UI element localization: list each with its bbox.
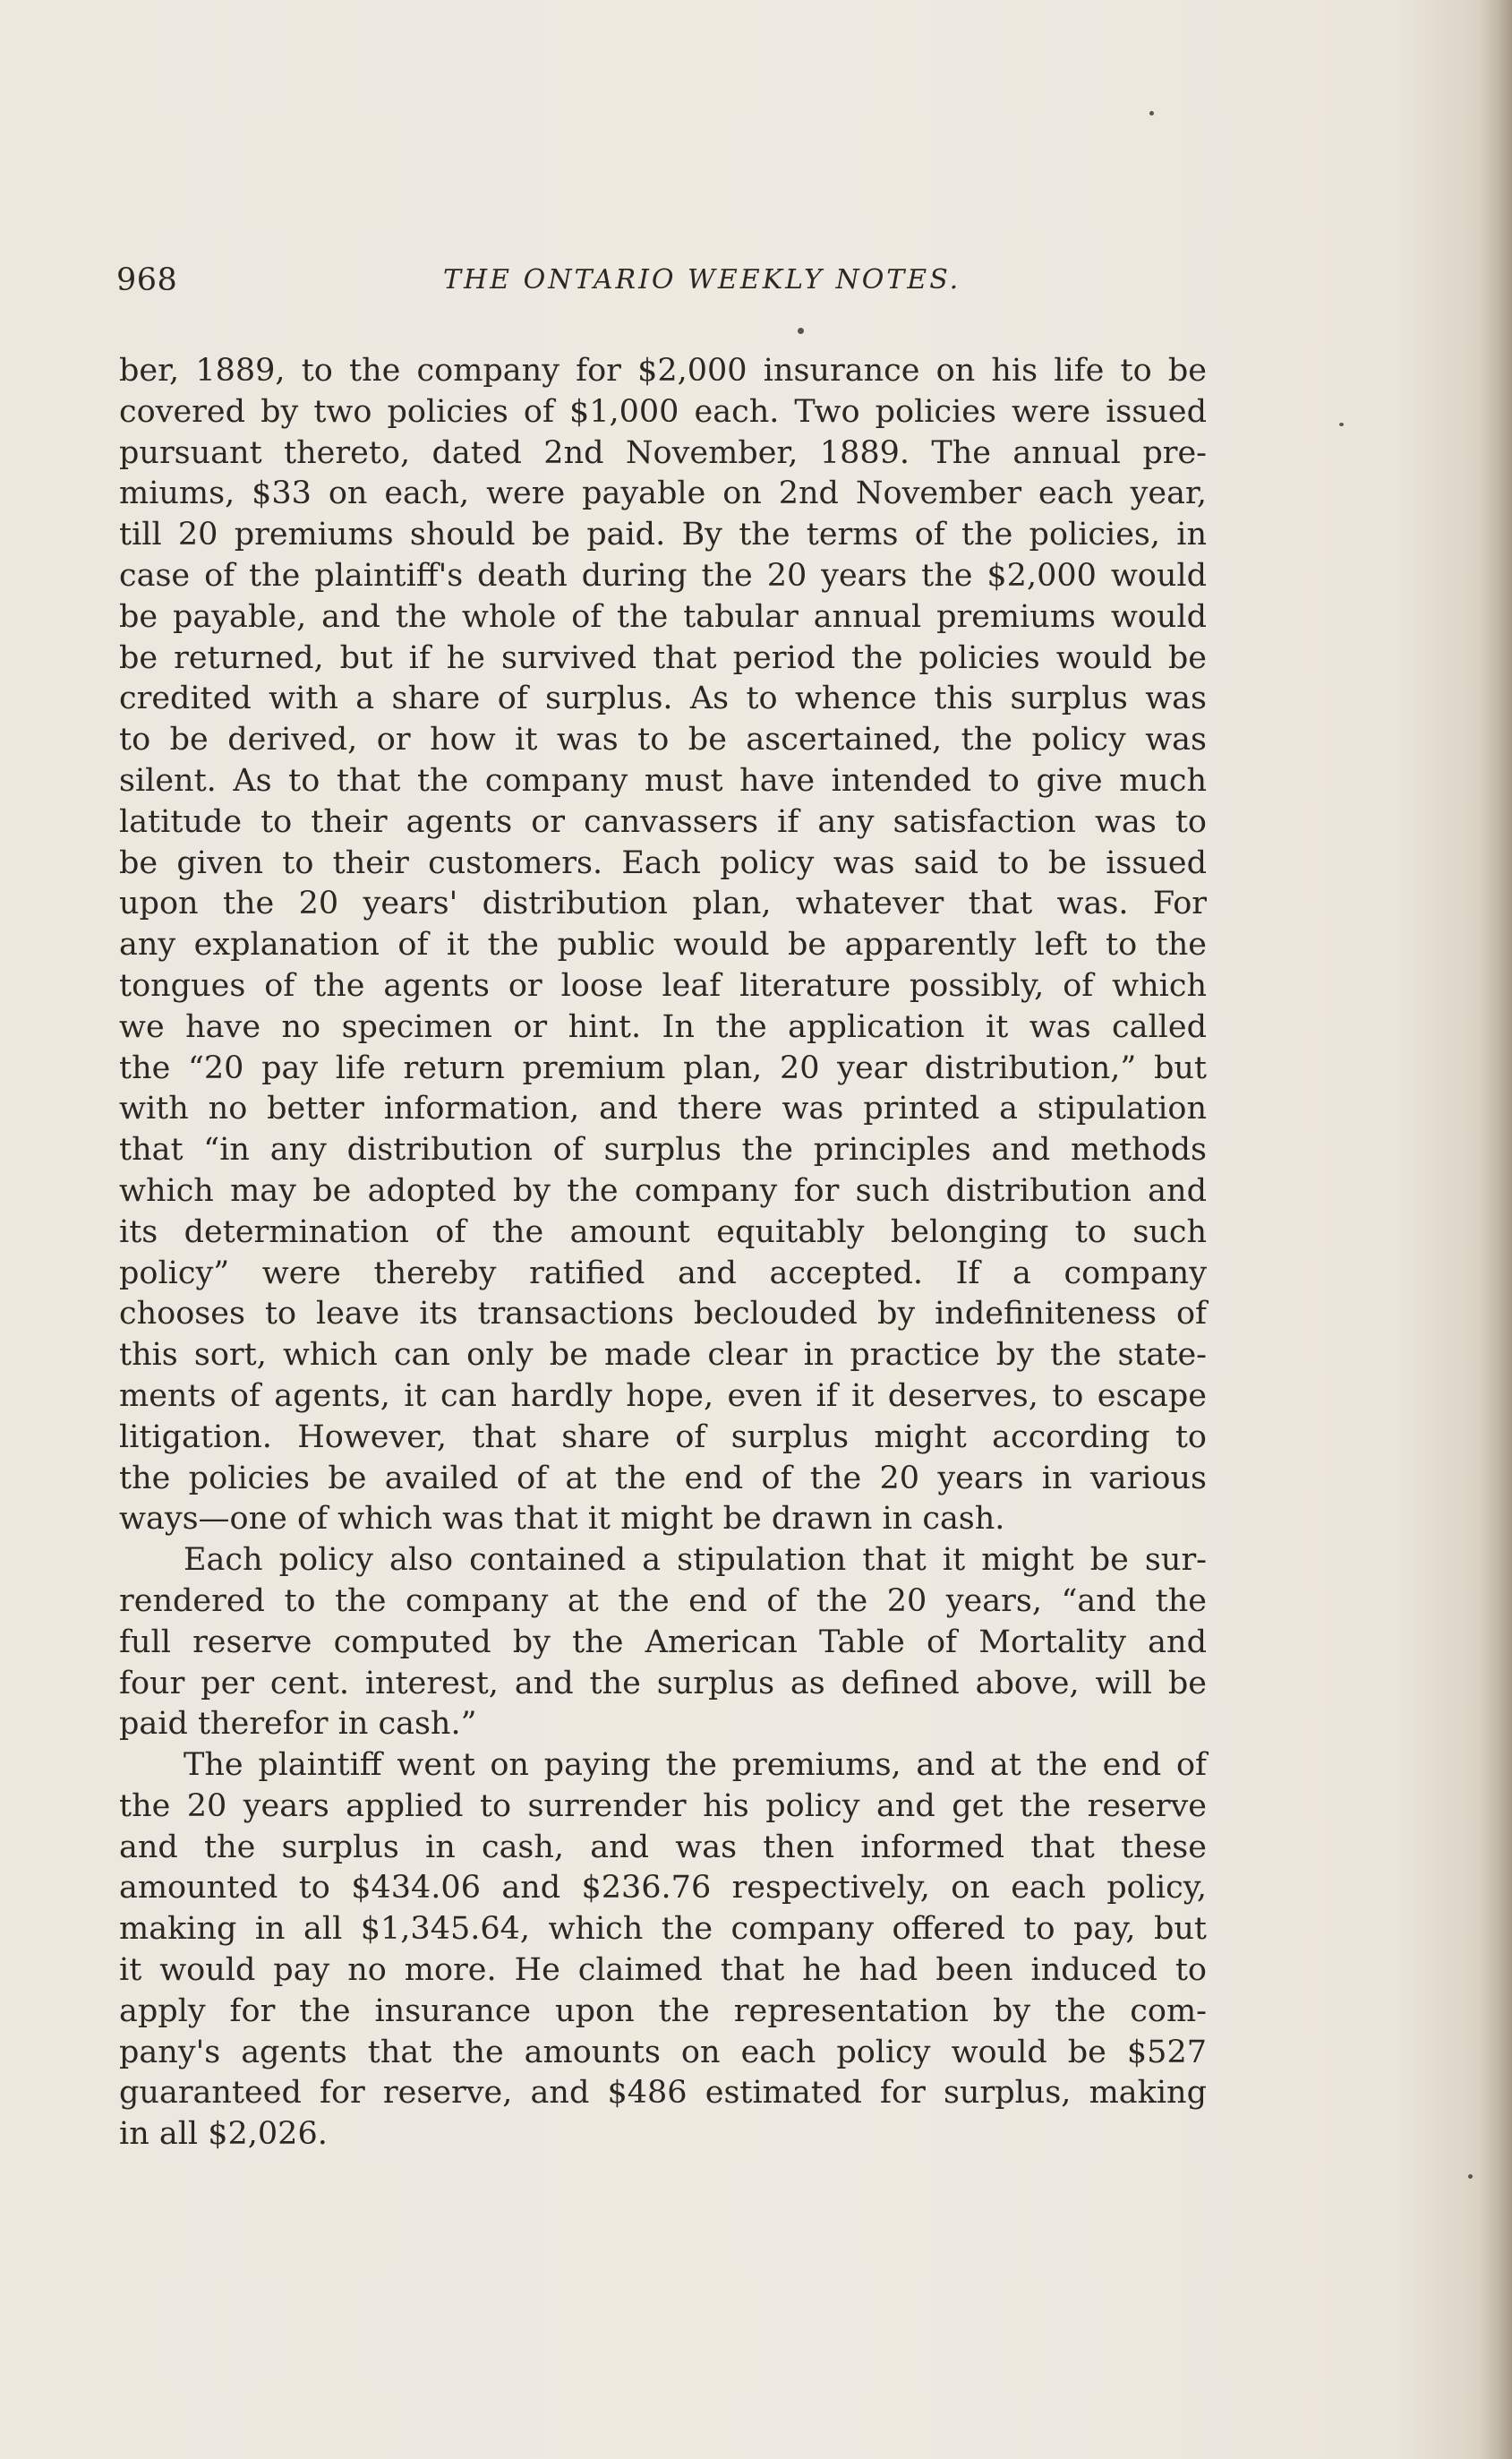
text-line: ber, 1889, to the company for $2,000 insurance on his life to be <box>119 353 1207 389</box>
text-line: the 20 years applied to surrender his policy and get the reserve <box>119 1787 1207 1824</box>
text-line: this sort, which can only be made clear in practice by the state- <box>119 1337 1207 1374</box>
text-line: and the surplus in cash, and was then informed that these <box>119 1829 1207 1865</box>
text-line: that “in any distribution of surplus the principles and methods <box>119 1132 1207 1169</box>
ink-speck <box>1149 111 1154 116</box>
ink-speck <box>1339 423 1344 426</box>
body-text <box>119 351 1207 2155</box>
text-line: in all $2,026. <box>119 2116 328 2153</box>
text-line: latitude to their agents or canvassers if any satisfaction was to <box>119 803 1207 840</box>
text-line: full reserve computed by the American Table of Mortality and <box>119 1624 1207 1660</box>
text-line: silent. As to that the company must have intended to give much <box>119 762 1207 799</box>
text-line: case of the plaintiff's death during the 20 years the $2,000 would <box>119 557 1207 594</box>
text-line: ments of agents, it can hardly hope, even if it deserves, to escape <box>119 1377 1207 1414</box>
text-line: the “20 pay life return premium plan, 20 year distribution,” but <box>119 1050 1207 1086</box>
text-line: upon the 20 years' distribution plan, whatever that was. For <box>119 886 1207 922</box>
text-line: apply for the insurance upon the representation by the com- <box>119 1992 1207 2029</box>
text-line: amounted to $434.06 and $236.76 respectively, on each policy, <box>119 1870 1207 1906</box>
ink-speck <box>1468 2174 1473 2179</box>
text-line: chooses to leave its transactions beclouded by indefiniteness of <box>119 1296 1207 1332</box>
text-line: the policies be availed of at the end of the 20 years in various <box>119 1460 1207 1496</box>
text-line: be payable, and the whole of the tabular annual premiums would <box>119 598 1207 635</box>
text-line: rendered to the company at the end of the 20 years, “and the <box>119 1582 1207 1619</box>
text-line: The plaintiff went on paying the premiums, and at the end of <box>184 1747 1207 1784</box>
text-line: policy” were thereby ratified and accepted. If a company <box>119 1255 1207 1291</box>
text-line: till 20 premiums should be paid. By the terms of the policies, in <box>119 517 1207 553</box>
text-line: it would pay no more. He claimed that he had been induced to <box>119 1952 1207 1989</box>
text-line: be given to their customers. Each policy was said to be issued <box>119 844 1207 881</box>
running-head: THE ONTARIO WEEKLY NOTES. <box>443 264 961 296</box>
page-header <box>116 262 1209 307</box>
text-line: its determination of the amount equitably belonging to such <box>119 1213 1207 1250</box>
text-line: guaranteed for reserve, and $486 estimated for surplus, making <box>119 2075 1207 2112</box>
text-line: Each policy also contained a stipulation that it might be sur- <box>184 1542 1207 1579</box>
text-line: pany's agents that the amounts on each policy would be $527 <box>119 2034 1207 2070</box>
ink-speck <box>798 328 804 334</box>
text-line: paid therefor in cash.” <box>119 1706 477 1743</box>
text-line: be returned, but if he survived that period the policies would be <box>119 639 1207 676</box>
text-line: tongues of the agents or loose leaf literature possibly, of which <box>119 967 1207 1004</box>
text-line: covered by two policies of $1,000 each. Two policies were issued <box>119 393 1207 430</box>
page-number: 968 <box>116 262 178 298</box>
text-line: any explanation of it the public would be apparently left to the <box>119 927 1207 964</box>
text-line: making in all $1,345.64, which the company offered to pay, but <box>119 1911 1207 1948</box>
text-line: credited with a share of surplus. As to whence this surplus was <box>119 681 1207 717</box>
text-line: which may be adopted by the company for such distribution and <box>119 1172 1207 1209</box>
text-line: four per cent. interest, and the surplus as defined above, will be <box>119 1665 1207 1701</box>
text-line: litigation. However, that share of surplus might according to <box>119 1418 1207 1455</box>
text-line: pursuant thereto, dated 2nd November, 1889. The annual pre- <box>119 434 1207 471</box>
text-line: with no better information, and there was printed a stipulation <box>119 1091 1207 1127</box>
text-line: miums, $33 on each, were payable on 2nd November each year, <box>119 476 1207 512</box>
text-line: ways—one of which was that it might be drawn in cash. <box>119 1501 1005 1538</box>
text-line: we have no specimen or hint. In the application it was called <box>119 1008 1207 1045</box>
text-line: to be derived, or how it was to be ascertained, the policy was <box>119 722 1207 758</box>
page-edge-shadow <box>1478 0 1512 2459</box>
